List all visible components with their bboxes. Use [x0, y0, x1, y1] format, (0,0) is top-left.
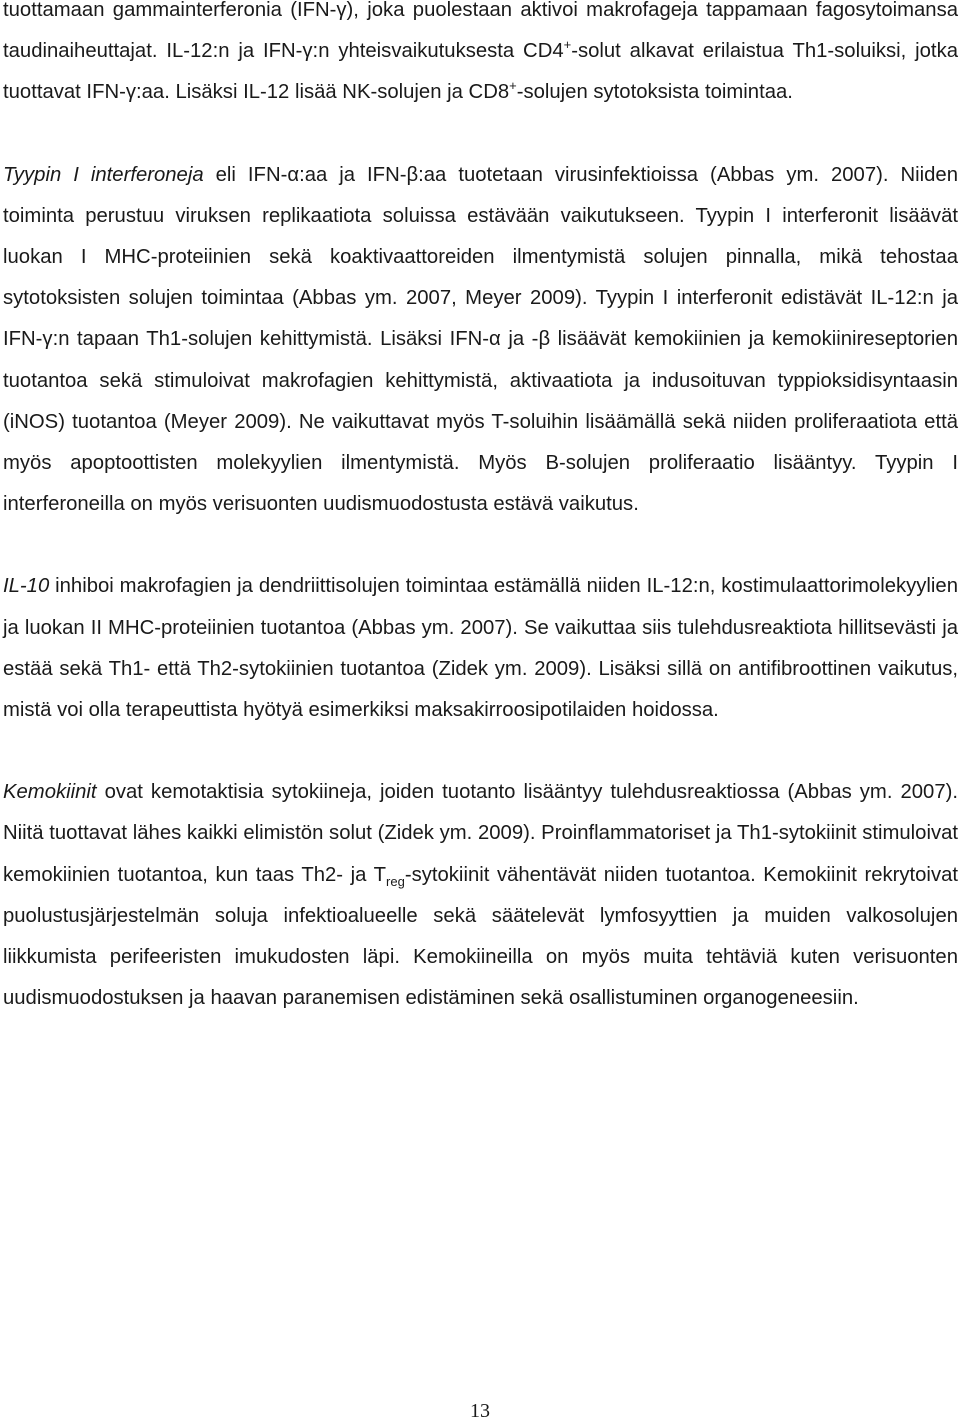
term-type-i-interferons: Tyypin I interferoneja: [3, 163, 204, 186]
paragraph-il-10: [3, 566, 958, 731]
paragraph-type-i-interferons: [3, 155, 958, 526]
paragraph-text: -sytokiinit vähentävät niiden tuotantoa. Kemokiinit rekrytoivat puolustusjärjestelmän soluja infektioalueelle sekä säätelevät lymfosyyttien ja muiden valkosolujen liikkumista perifeeristen imukudosten läpi. Kemokiineilla on myös muita tehtäviä kuten verisuonten uudismuodostuksen ja haavan paranemisen edistäminen sekä osallistuminen organogeneesiin.: [3, 863, 958, 1010]
document-page: [3, 0, 958, 1019]
paragraph-text: eli IFN-α:aa ja IFN-β:aa tuotetaan virusinfektioissa (Abbas ym. 2007). Niiden toiminta perustuu viruksen replikaatiota soluissa estävään vaikutukseen. Tyypin I interferonit lisäävät luokan I MHC-proteiinien sekä koaktivaattoreiden ilmentymistä solujen pinnalla, mikä tehostaa sytotoksisten solujen toimintaa (Abbas ym. 2007, Meyer 2009). Tyypin I interferonit edistävät IL-12:n ja IFN-γ:n tapaan Th1-solujen kehittymistä. Lisäksi IFN-α ja -β lisäävät kemokiinien ja kemokiinireseptorien tuotantoa sekä stimuloivat makrofagien kehittymistä, aktivaatiota ja indusoituvan typpioksidisyntaasin (iNOS) tuotantoa (Meyer 2009). Ne vaikuttavat myös T-soluihin lisäämällä sekä niiden proliferaatiota että myös apoptoottisten molekyylien ilmentymistä. Myös B-solujen proliferaatio lisääntyy. Tyypin I interferoneilla on myös verisuonten uudismuodostusta estävä vaikutus.: [3, 163, 958, 516]
superscript-plus: +: [509, 78, 517, 94]
paragraph-text: inhiboi makrofagien ja dendriittisolujen toimintaa estämällä niiden IL-12:n, kostimulaattorimolekyylien ja luokan II MHC-proteiinien tuotantoa (Abbas ym. 2007). Se vaikuttaa siis tulehdusreaktiota hillitsevästi ja estää sekä Th1- että Th2-sytokiinien tuotantoa (Zidek ym. 2009). Lisäksi sillä on antifibroottinen vaikutus, mistä voi olla terapeuttista hyötyä esimerkiksi maksakirroosipotilaiden hoidossa.: [3, 575, 958, 722]
paragraph-text: ovat kemotaktisia sytokiineja, joiden tuotanto lisääntyy tulehdusreaktiossa (Abbas ym. 2007). Niitä tuottavat lähes kaikki elimistön solut (Zidek ym. 2009). Proinflammatoriset ja Th1-sytokiinit stimuloivat kemokiinien tuotantoa, kun taas Th2- ja T: [3, 781, 958, 886]
page-number: 13: [470, 1400, 490, 1422]
term-il-10: IL-10: [3, 575, 50, 598]
term-chemokines: Kemokiinit: [3, 781, 97, 804]
paragraph-ifn-gamma: [3, 0, 958, 114]
superscript-plus: +: [563, 37, 572, 53]
paragraph-text: -solujen sytotoksista toimintaa.: [516, 81, 793, 104]
paragraph-text: -solut alkavat erilaistua Th1-soluiksi, jotka tuottavat IFN-γ:aa. Lisäksi IL-12 lisää NK-solujen ja CD8: [3, 40, 958, 104]
paragraph-text: tuottamaan gammainterferonia (IFN-γ), joka puolestaan aktivoi makrofageja tappamaan fagosytoimansa taudinaiheuttajat. IL-12:n ja IFN-γ:n yhteisvaikutuksesta CD4: [3, 0, 958, 63]
paragraph-chemokines: [3, 772, 958, 1019]
subscript-reg: reg: [386, 873, 405, 889]
